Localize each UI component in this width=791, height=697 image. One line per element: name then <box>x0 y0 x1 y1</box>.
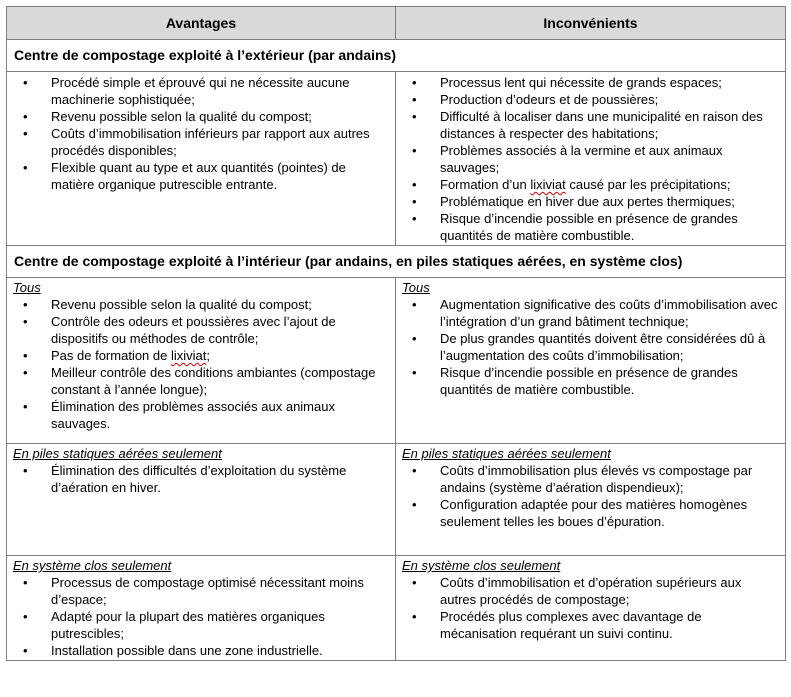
disadvantages-cell <box>396 556 786 661</box>
list-item: • Procédés plus complexes avec davantage de mécanisation requérant un suivi continu. <box>402 608 779 642</box>
spellcheck-word: lixiviat <box>530 177 566 192</box>
list-item: • Processus de compostage optimisé nécessitant moins d’espace; <box>13 574 389 608</box>
list-item: • Configuration adaptée pour des matières homogènes seulement telles les boues d’épuration. <box>402 496 779 530</box>
list-item: • Coûts d’immobilisation et d’opération supérieurs aux autres procédés de compostage; <box>402 574 779 608</box>
list-item: • Processus lent qui nécessite de grands espaces; <box>402 74 779 91</box>
header-advantages: Avantages <box>7 7 396 40</box>
table-row <box>7 556 786 661</box>
section-title-indoor: Centre de compostage exploité à l’intérieur (par andains, en piles statiques aérées, en système clos) <box>7 246 786 278</box>
subheading: En système clos seulement <box>402 558 561 573</box>
list-item: • Coûts d’immobilisation plus élevés vs compostage par andains (système d’aération dispendieux); <box>402 462 779 496</box>
list-item: • Formation d’un lixiviat causé par les précipitations; <box>402 176 779 193</box>
disadvantages-list <box>402 574 779 642</box>
advantages-list <box>13 462 389 496</box>
disadvantages-list <box>402 462 779 530</box>
header-row <box>7 7 786 40</box>
header-disadvantages: Inconvénients <box>396 7 786 40</box>
disadvantages-cell <box>396 72 786 246</box>
advantages-list <box>13 74 389 193</box>
list-item: • Procédé simple et éprouvé qui ne nécessite aucune machinerie sophistiquée; <box>13 74 389 108</box>
disadvantages-list <box>402 296 779 398</box>
advantages-cell <box>7 72 396 246</box>
list-item: • Risque d’incendie possible en présence de grandes quantités de matière combustible. <box>402 210 779 244</box>
list-item: • Élimination des difficultés d’exploitation du système d’aération en hiver. <box>13 462 389 496</box>
list-item: • Augmentation significative des coûts d’immobilisation avec l’intégration d’un grand bâtiment technique; <box>402 296 779 330</box>
list-item: • Contrôle des odeurs et poussières avec l’ajout de dispositifs ou méthodes de contrôle; <box>13 313 389 347</box>
subheading: En piles statiques aérées seulement <box>402 446 611 461</box>
advantages-cell <box>7 556 396 661</box>
list-item: • Pas de formation de lixiviat; <box>13 347 389 364</box>
advantages-list <box>13 296 389 432</box>
list-item: • Adapté pour la plupart des matières organiques putrescibles; <box>13 608 389 642</box>
list-item: • Difficulté à localiser dans une municipalité en raison des distances à respecter des habitations; <box>402 108 779 142</box>
list-item: • Meilleur contrôle des conditions ambiantes (compostage constant à l’année longue); <box>13 364 389 398</box>
list-item: • Installation possible dans une zone industrielle. <box>13 642 389 659</box>
pros-cons-table <box>6 6 786 661</box>
disadvantages-cell <box>396 278 786 444</box>
advantages-cell <box>7 278 396 444</box>
list-item: • Élimination des problèmes associés aux animaux sauvages. <box>13 398 389 432</box>
table-row <box>7 444 786 556</box>
advantages-list <box>13 574 389 659</box>
subheading: Tous <box>13 280 41 295</box>
subheading: Tous <box>402 280 430 295</box>
disadvantages-cell <box>396 444 786 556</box>
list-item: • Production d’odeurs et de poussières; <box>402 91 779 108</box>
list-item: • Problèmes associés à la vermine et aux animaux sauvages; <box>402 142 779 176</box>
subheading: En système clos seulement <box>13 558 172 573</box>
list-item: • Problématique en hiver due aux pertes thermiques; <box>402 193 779 210</box>
list-item: • Revenu possible selon la qualité du compost; <box>13 108 389 125</box>
spellcheck-word: lixiviat <box>170 348 207 363</box>
table-row <box>7 72 786 246</box>
list-item: • Revenu possible selon la qualité du compost; <box>13 296 389 313</box>
section-title-outdoor: Centre de compostage exploité à l’extérieur (par andains) <box>7 40 786 72</box>
list-item: • Flexible quant au type et aux quantités (pointes) de matière organique putrescible entrante. <box>13 159 389 193</box>
section-row-outdoor <box>7 40 786 72</box>
table-row <box>7 278 786 444</box>
disadvantages-list <box>402 74 779 244</box>
subheading: En piles statiques aérées seulement <box>13 446 222 461</box>
section-row-indoor <box>7 246 786 278</box>
list-item: • Coûts d’immobilisation inférieurs par rapport aux autres procédés disponibles; <box>13 125 389 159</box>
list-item: • De plus grandes quantités doivent être considérées dû à l’augmentation des coûts d’immobilisation; <box>402 330 779 364</box>
advantages-cell <box>7 444 396 556</box>
list-item: • Risque d’incendie possible en présence de grandes quantités de matière combustible. <box>402 364 779 398</box>
